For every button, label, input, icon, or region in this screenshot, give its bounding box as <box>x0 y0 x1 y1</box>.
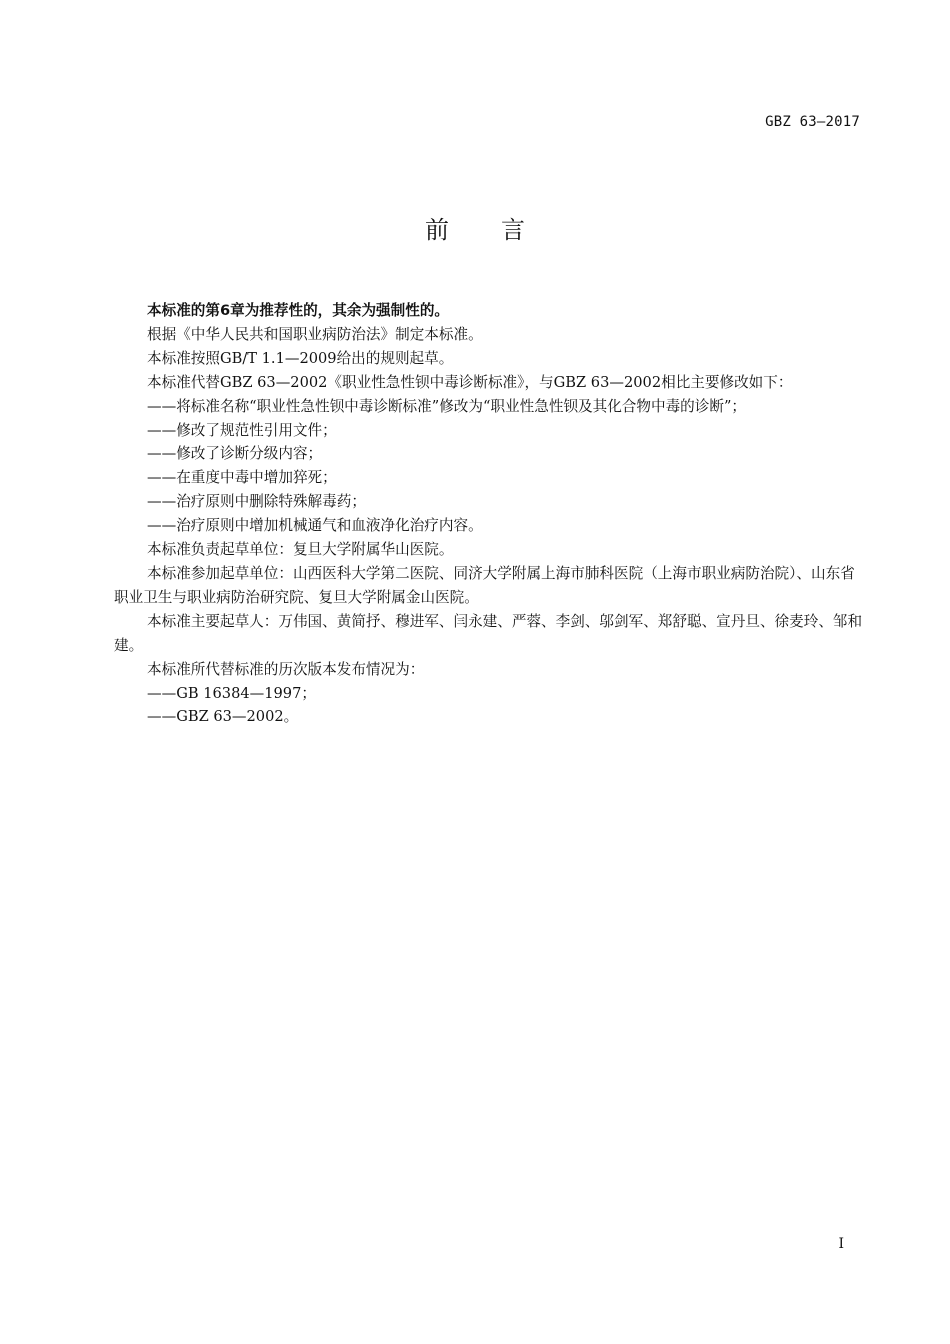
list-item-change-grading: ——修改了诊断分级内容； <box>147 445 323 463</box>
paragraph-drafting-rule: 本标准按照GB/T 1.1—2009给出的规则起草。 <box>147 349 454 367</box>
list-item-version-2002: ——GBZ 63—2002。 <box>147 708 299 726</box>
paragraph-main-drafters: 本标准主要起草人：万伟国、黄简抒、穆进军、闫永建、严蓉、李剑、邬剑军、郑舒聪、宣丹旦、徐麦玲、邹和建。 <box>114 612 863 654</box>
title-char-left: 前 <box>425 216 449 244</box>
paragraph-basis: 根据《中华人民共和国职业病防治法》制定本标准。 <box>147 325 483 343</box>
list-item-change-references: ——修改了规范性引用文件； <box>147 421 337 439</box>
paragraph-responsible-unit: 本标准负责起草单位：复旦大学附属华山医院。 <box>147 541 454 559</box>
list-item-change-add-treatment: ——治疗原则中增加机械通气和血液净化治疗内容。 <box>147 517 483 535</box>
list-item-change-remove-antidote: ——治疗原则中删除特殊解毒药； <box>147 493 366 511</box>
paragraph-version-history: 本标准所代替标准的历次版本发布情况为： <box>147 660 425 678</box>
list-item-change-sudden-death: ——在重度中毒中增加猝死； <box>147 469 337 487</box>
paragraph-participating-units: 本标准参加起草单位：山西医科大学第二医院、同济大学附属上海市肺科医院（上海市职业病防治院）、山东省职业卫生与职业病防治研究院、复旦大学附属金山医院。 <box>114 564 855 606</box>
foreword-content <box>114 299 864 729</box>
standard-code: GBZ 63—2017 <box>765 114 860 130</box>
paragraph-chapter-note: 本标准的第6章为推荐性的，其余为强制性的。 <box>147 302 450 319</box>
page-title <box>0 210 950 245</box>
list-item-version-1997: ——GB 16384—1997； <box>147 684 316 702</box>
list-item-change-name: ——将标准名称“职业性急性钡中毒诊断标准”修改为“职业性急性钡及其化合物中毒的诊断”； <box>147 397 747 415</box>
title-char-right: 言 <box>501 216 525 244</box>
page-number: I <box>838 1236 844 1252</box>
paragraph-replacement: 本标准代替GBZ 63—2002《职业性急性钡中毒诊断标准》，与GBZ 63—2002相比主要修改如下： <box>147 373 793 391</box>
